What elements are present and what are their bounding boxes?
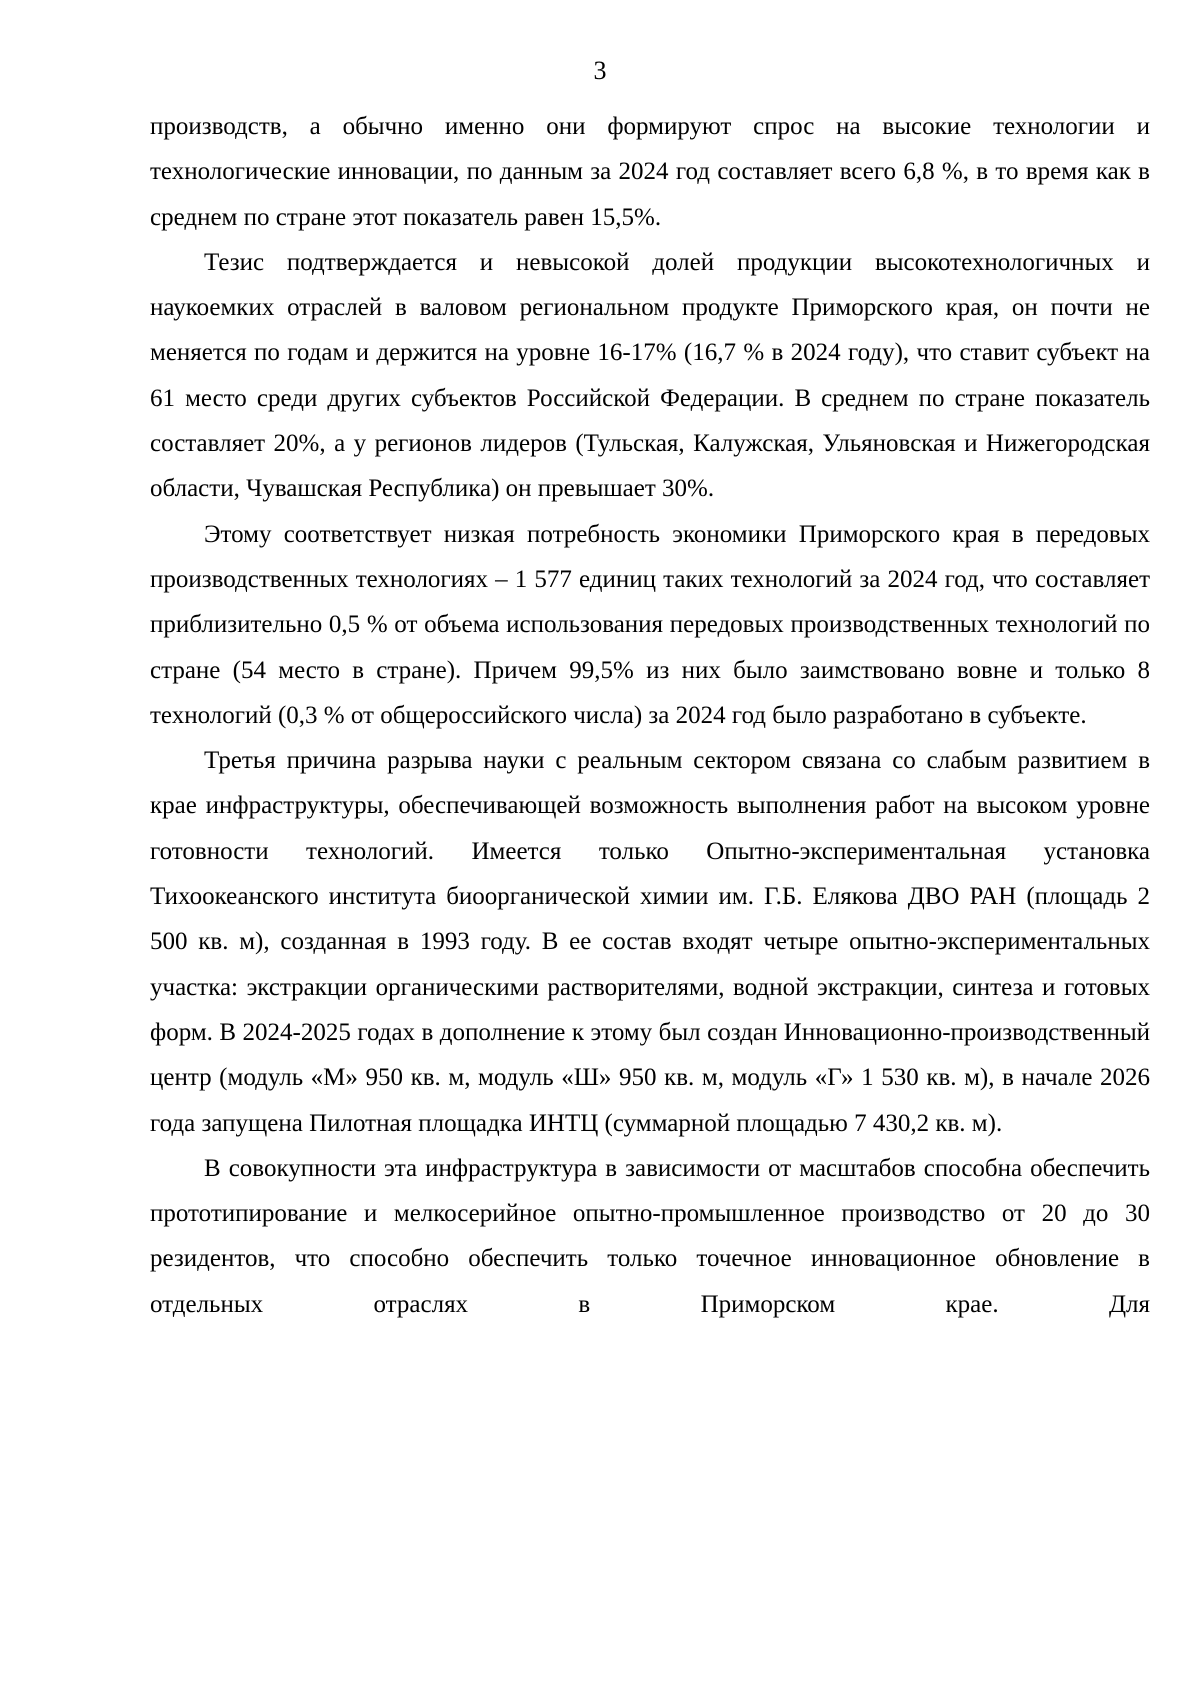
paragraph-1: производств, а обычно именно они формируют спрос на высокие технологии и технологические инновации, по данным за 2024 год составляет всего 6,8 %, в то время как в среднем по стране этот показатель равен 15,5%. xyxy=(150,113,1150,231)
paragraph-2: Тезис подтверждается и невысокой долей продукции высокотехнологичных и наукоемких отраслей в валовом региональном продукте Приморского края, он почти не меняется по годам и держится на уровне 16-17% (16,7 % в 2024 году), что ставит субъект на 61 место среди других субъектов Российской Федерации. В среднем по стране показатель составляет 20%, а у регионов лидеров (Тульская, Калужская, Ульяновская и Нижегородская области, Чувашская Республика) он превышает 30%. xyxy=(150,248,1150,503)
paragraph-4: Третья причина разрыва науки с реальным сектором связана со слабым развитием в крае инфраструктуры, обеспечивающей возможность выполнения работ на высоком уровне готовности технологий. Имеется только Опытно-экспериментальная установка Тихоокеанского института биоорганической химии им. Г.Б. Елякова ДВО РАН (площадь 2 500 кв. м), созданная в 1993 году. В ее состав входят четыре опытно-экспериментальных участка: экстракции органическими растворителями, водной экстракции, синтеза и готовых форм. В 2024-2025 годах в дополнение к этому был создан Инновационно-производственный центр (модуль «М» 950 кв. м, модуль «Ш» 950 кв. м, модуль «Г» 1 530 кв. м), в начале 2026 года запущена Пилотная площадка ИНТЦ (суммарной площадью 7 430,2 кв. м). xyxy=(150,747,1150,1137)
paragraph-3: Этому соответствует низкая потребность экономики Приморского края в передовых производственных технологиях – 1 577 единиц таких технологий за 2024 год, что составляет приблизительно 0,5 % от объема использования передовых производственных технологий по стране (54 место в стране). Причем 99,5% из них было заимствовано вовне и только 8 технологий (0,3 % от общероссийского числа) за 2024 год было разработано в субъекте. xyxy=(150,520,1150,729)
document-body xyxy=(150,104,1150,1327)
page-number: 3 xyxy=(593,56,607,85)
paragraph-5: В совокупности эта инфраструктура в зависимости от масштабов способна обеспечить прототипирование и мелкосерийное опытно-промышленное производство от 20 до 30 резидентов, что способно обеспечить только точечное инновационное обновление в отдельных отраслях в Приморском крае. Для xyxy=(150,1154,1150,1318)
